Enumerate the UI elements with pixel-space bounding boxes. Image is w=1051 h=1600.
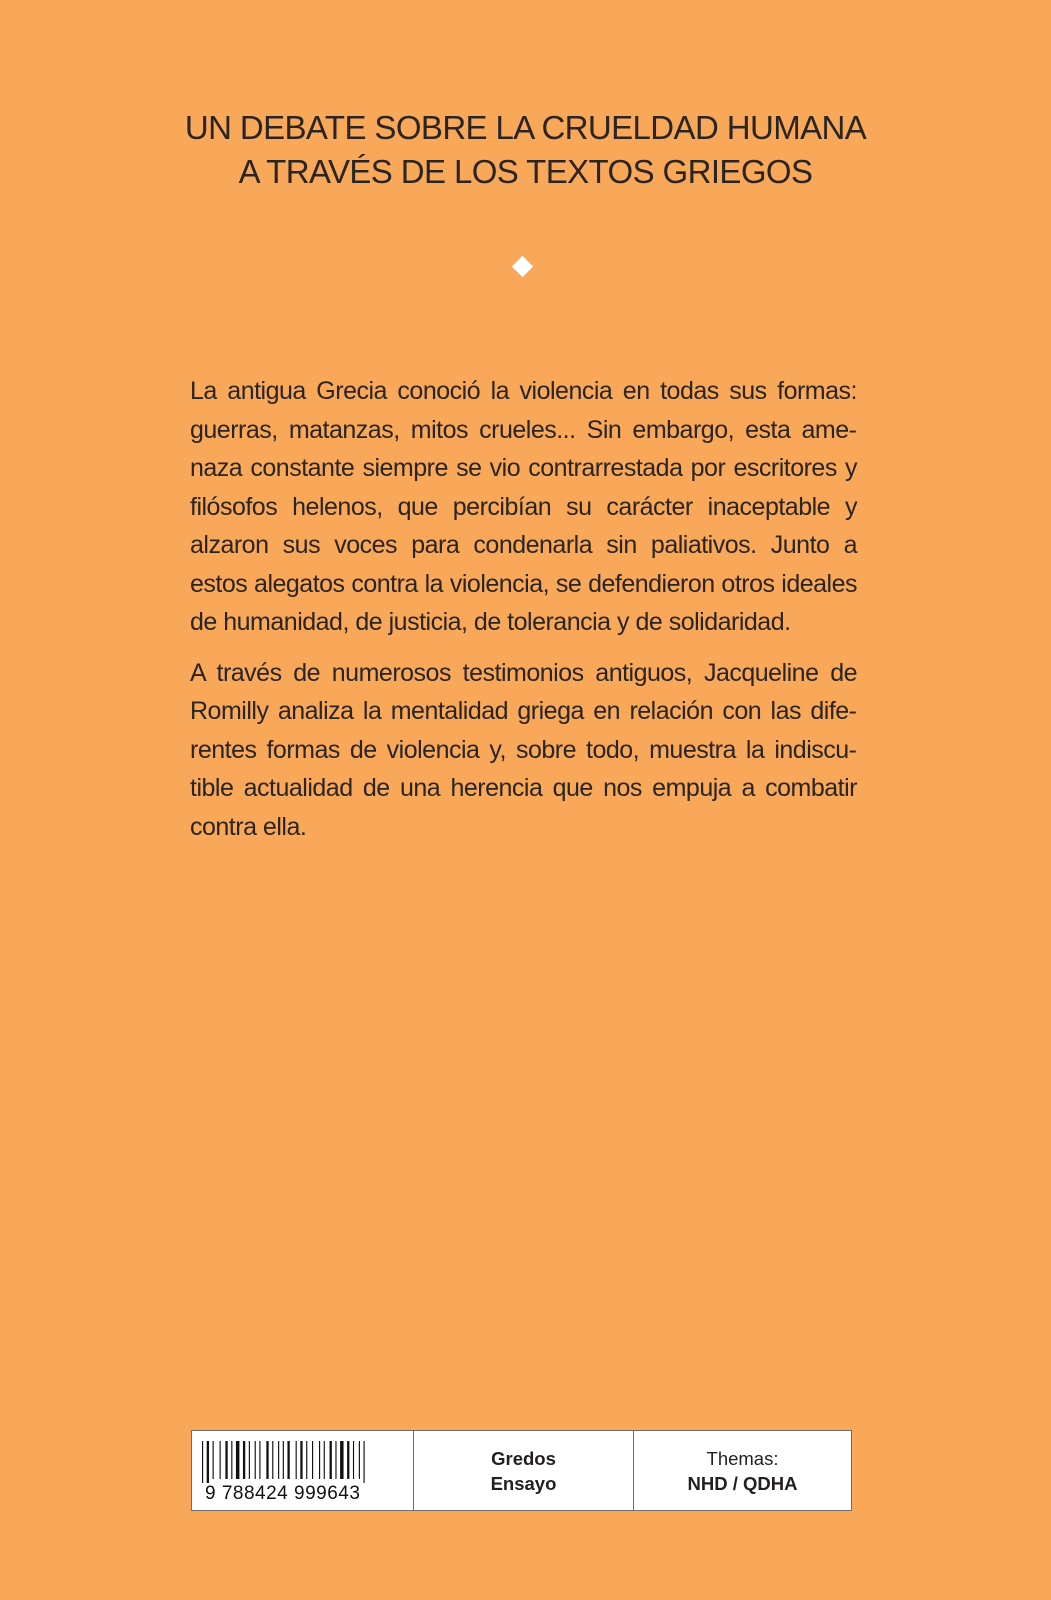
barcode-bar bbox=[231, 1441, 232, 1479]
barcode-bar bbox=[278, 1441, 279, 1479]
barcode-bar bbox=[306, 1441, 307, 1479]
barcode-bar bbox=[213, 1441, 214, 1479]
collection-cell bbox=[414, 1431, 634, 1510]
barcode-bar bbox=[324, 1441, 325, 1479]
barcode-bar bbox=[202, 1441, 203, 1483]
barcode-cell bbox=[192, 1431, 414, 1510]
themas-cell bbox=[634, 1431, 851, 1510]
blurb-paragraph-2: A través de numerosos testimonios antiguos, Jacqueline de Romilly analiza la mentalidad griega en relación con las diferentes formas de violencia y, sobre todo, muestra la indiscutible actualidad de una herencia que nos empuja a combatir contra ella. bbox=[190, 658, 857, 841]
barcode-bar bbox=[249, 1441, 250, 1479]
tagline-line-1: UN DEBATE SOBRE LA CRUELDAD HUMANA bbox=[184, 109, 867, 146]
blurb-paragraph-1: La antigua Grecia conoció la violencia en todas sus formas: guerras, matanzas, mitos crueles... Sin embargo, esta amenaza constante siempre se vio contrarrestada por escritores y filósofos helenos, que percibían su carácter inaceptable y alzaron sus voces para condenarla sin paliativos. Junto a estos alegatos contra la violencia, se defendieron otros ideales de humanidad, de justicia, de tolerancia y de solidaridad. bbox=[190, 377, 857, 636]
info-box bbox=[191, 1430, 852, 1511]
blurb bbox=[190, 372, 857, 858]
barcode-bar bbox=[255, 1441, 256, 1479]
barcode-bar bbox=[236, 1441, 239, 1479]
tagline bbox=[0, 106, 1051, 194]
barcode-bar bbox=[259, 1441, 260, 1479]
barcode-bar bbox=[359, 1441, 360, 1479]
collection-name: Gredos bbox=[491, 1447, 556, 1469]
barcode-bar bbox=[283, 1441, 284, 1479]
collection-series: Ensayo bbox=[490, 1472, 557, 1494]
barcode-bar bbox=[347, 1441, 349, 1479]
themas-codes: NHD / QDHA bbox=[687, 1472, 798, 1494]
barcode-bar bbox=[272, 1441, 273, 1479]
isbn-number: 9 788424 999643 bbox=[205, 1483, 361, 1504]
barcode-bar bbox=[266, 1441, 268, 1479]
barcode-bar bbox=[207, 1441, 209, 1483]
barcode-bar bbox=[243, 1441, 245, 1479]
themas-label: Themas: bbox=[706, 1447, 779, 1469]
tagline-line-2: A TRAVÉS DE LOS TEXTOS GRIEGOS bbox=[238, 153, 813, 190]
barcode-bar bbox=[319, 1441, 320, 1479]
barcode-bar bbox=[300, 1441, 302, 1479]
barcode-bar bbox=[330, 1441, 332, 1479]
barcode-bar bbox=[353, 1441, 354, 1479]
barcode-bar bbox=[287, 1441, 289, 1479]
diamond-icon bbox=[512, 256, 533, 277]
barcode-bar bbox=[296, 1441, 297, 1479]
barcode-bar bbox=[335, 1441, 336, 1479]
barcode-bar bbox=[340, 1441, 343, 1479]
barcode-bar bbox=[220, 1441, 221, 1479]
barcode-bar bbox=[225, 1441, 227, 1479]
barcode-bar bbox=[312, 1441, 313, 1479]
barcode-icon bbox=[202, 1441, 402, 1483]
barcode-bar bbox=[364, 1441, 365, 1483]
